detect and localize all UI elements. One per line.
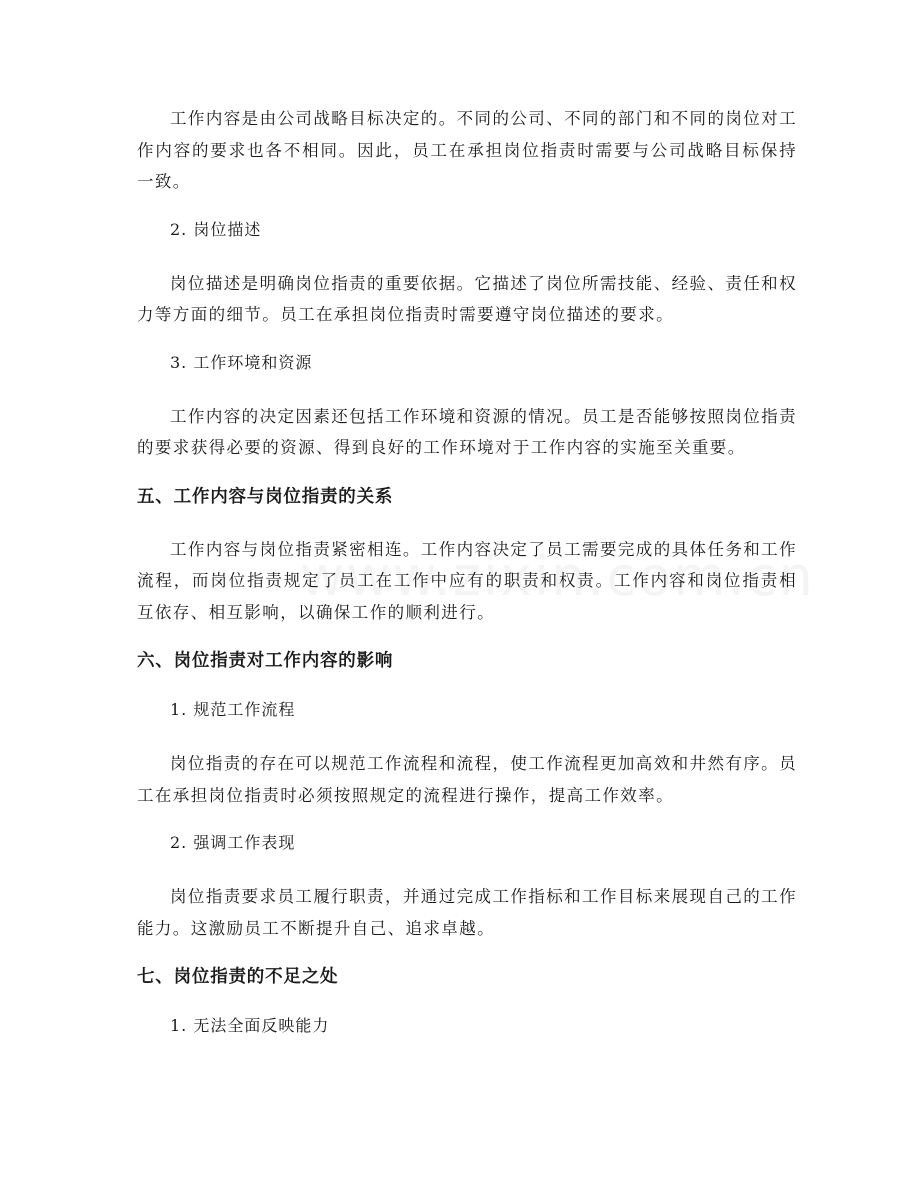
paragraph-environment-resources: 工作内容的决定因素还包括工作环境和资源的情况。员工是否能够按照岗位指责的要求获得必要的资源、得到良好的工作环境对于工作内容的实施至关重要。 [137, 406, 797, 457]
section-heading-6: 六、岗位指责对工作内容的影响 [137, 651, 394, 671]
subheading-standardize-workflow: 1. 规范工作流程 [170, 700, 296, 719]
subheading-environment-resources: 3. 工作环境和资源 [170, 352, 313, 372]
section-heading-7: 七、岗位指责的不足之处 [137, 967, 339, 987]
paragraph-strategy: 工作内容是由公司战略目标决定的。不同的公司、不同的部门和不同的岗位对工作内容的要求也各不相同。因此，员工在承担岗位指责时需要与公司战略目标保持一致。 [137, 109, 797, 191]
subheading-job-description: 2. 岗位描述 [170, 219, 262, 239]
subheading-emphasize-performance: 2. 强调工作表现 [170, 833, 296, 852]
paragraph-emphasize-performance: 岗位指责要求员工履行职责，并通过完成工作指标和工作目标来展现自己的工作能力。这激励员工不断提升自己、追求卓越。 [137, 887, 797, 938]
paragraph-relationship: 工作内容与岗位指责紧密相连。工作内容决定了员工需要完成的具体任务和工作流程，而岗位指责规定了员工在工作中应有的职责和权责。工作内容和岗位指责相互依存、相互影响，以确保工作的顺利进行。 [137, 539, 797, 622]
paragraph-standardize-workflow: 岗位指责的存在可以规范工作流程和流程，使工作流程更加高效和井然有序。员工在承担岗位指责时必须按照规定的流程进行操作，提高工作效率。 [137, 754, 797, 805]
subheading-cannot-reflect-ability: 1. 无法全面反映能力 [170, 1016, 330, 1035]
document-body [137, 103, 797, 1064]
paragraph-job-description: 岗位描述是明确岗位指责的重要依据。它描述了岗位所需技能、经验、责任和权力等方面的细节。员工在承担岗位指责时需要遵守岗位描述的要求。 [137, 273, 797, 324]
section-heading-5: 五、工作内容与岗位指责的关系 [137, 486, 394, 507]
